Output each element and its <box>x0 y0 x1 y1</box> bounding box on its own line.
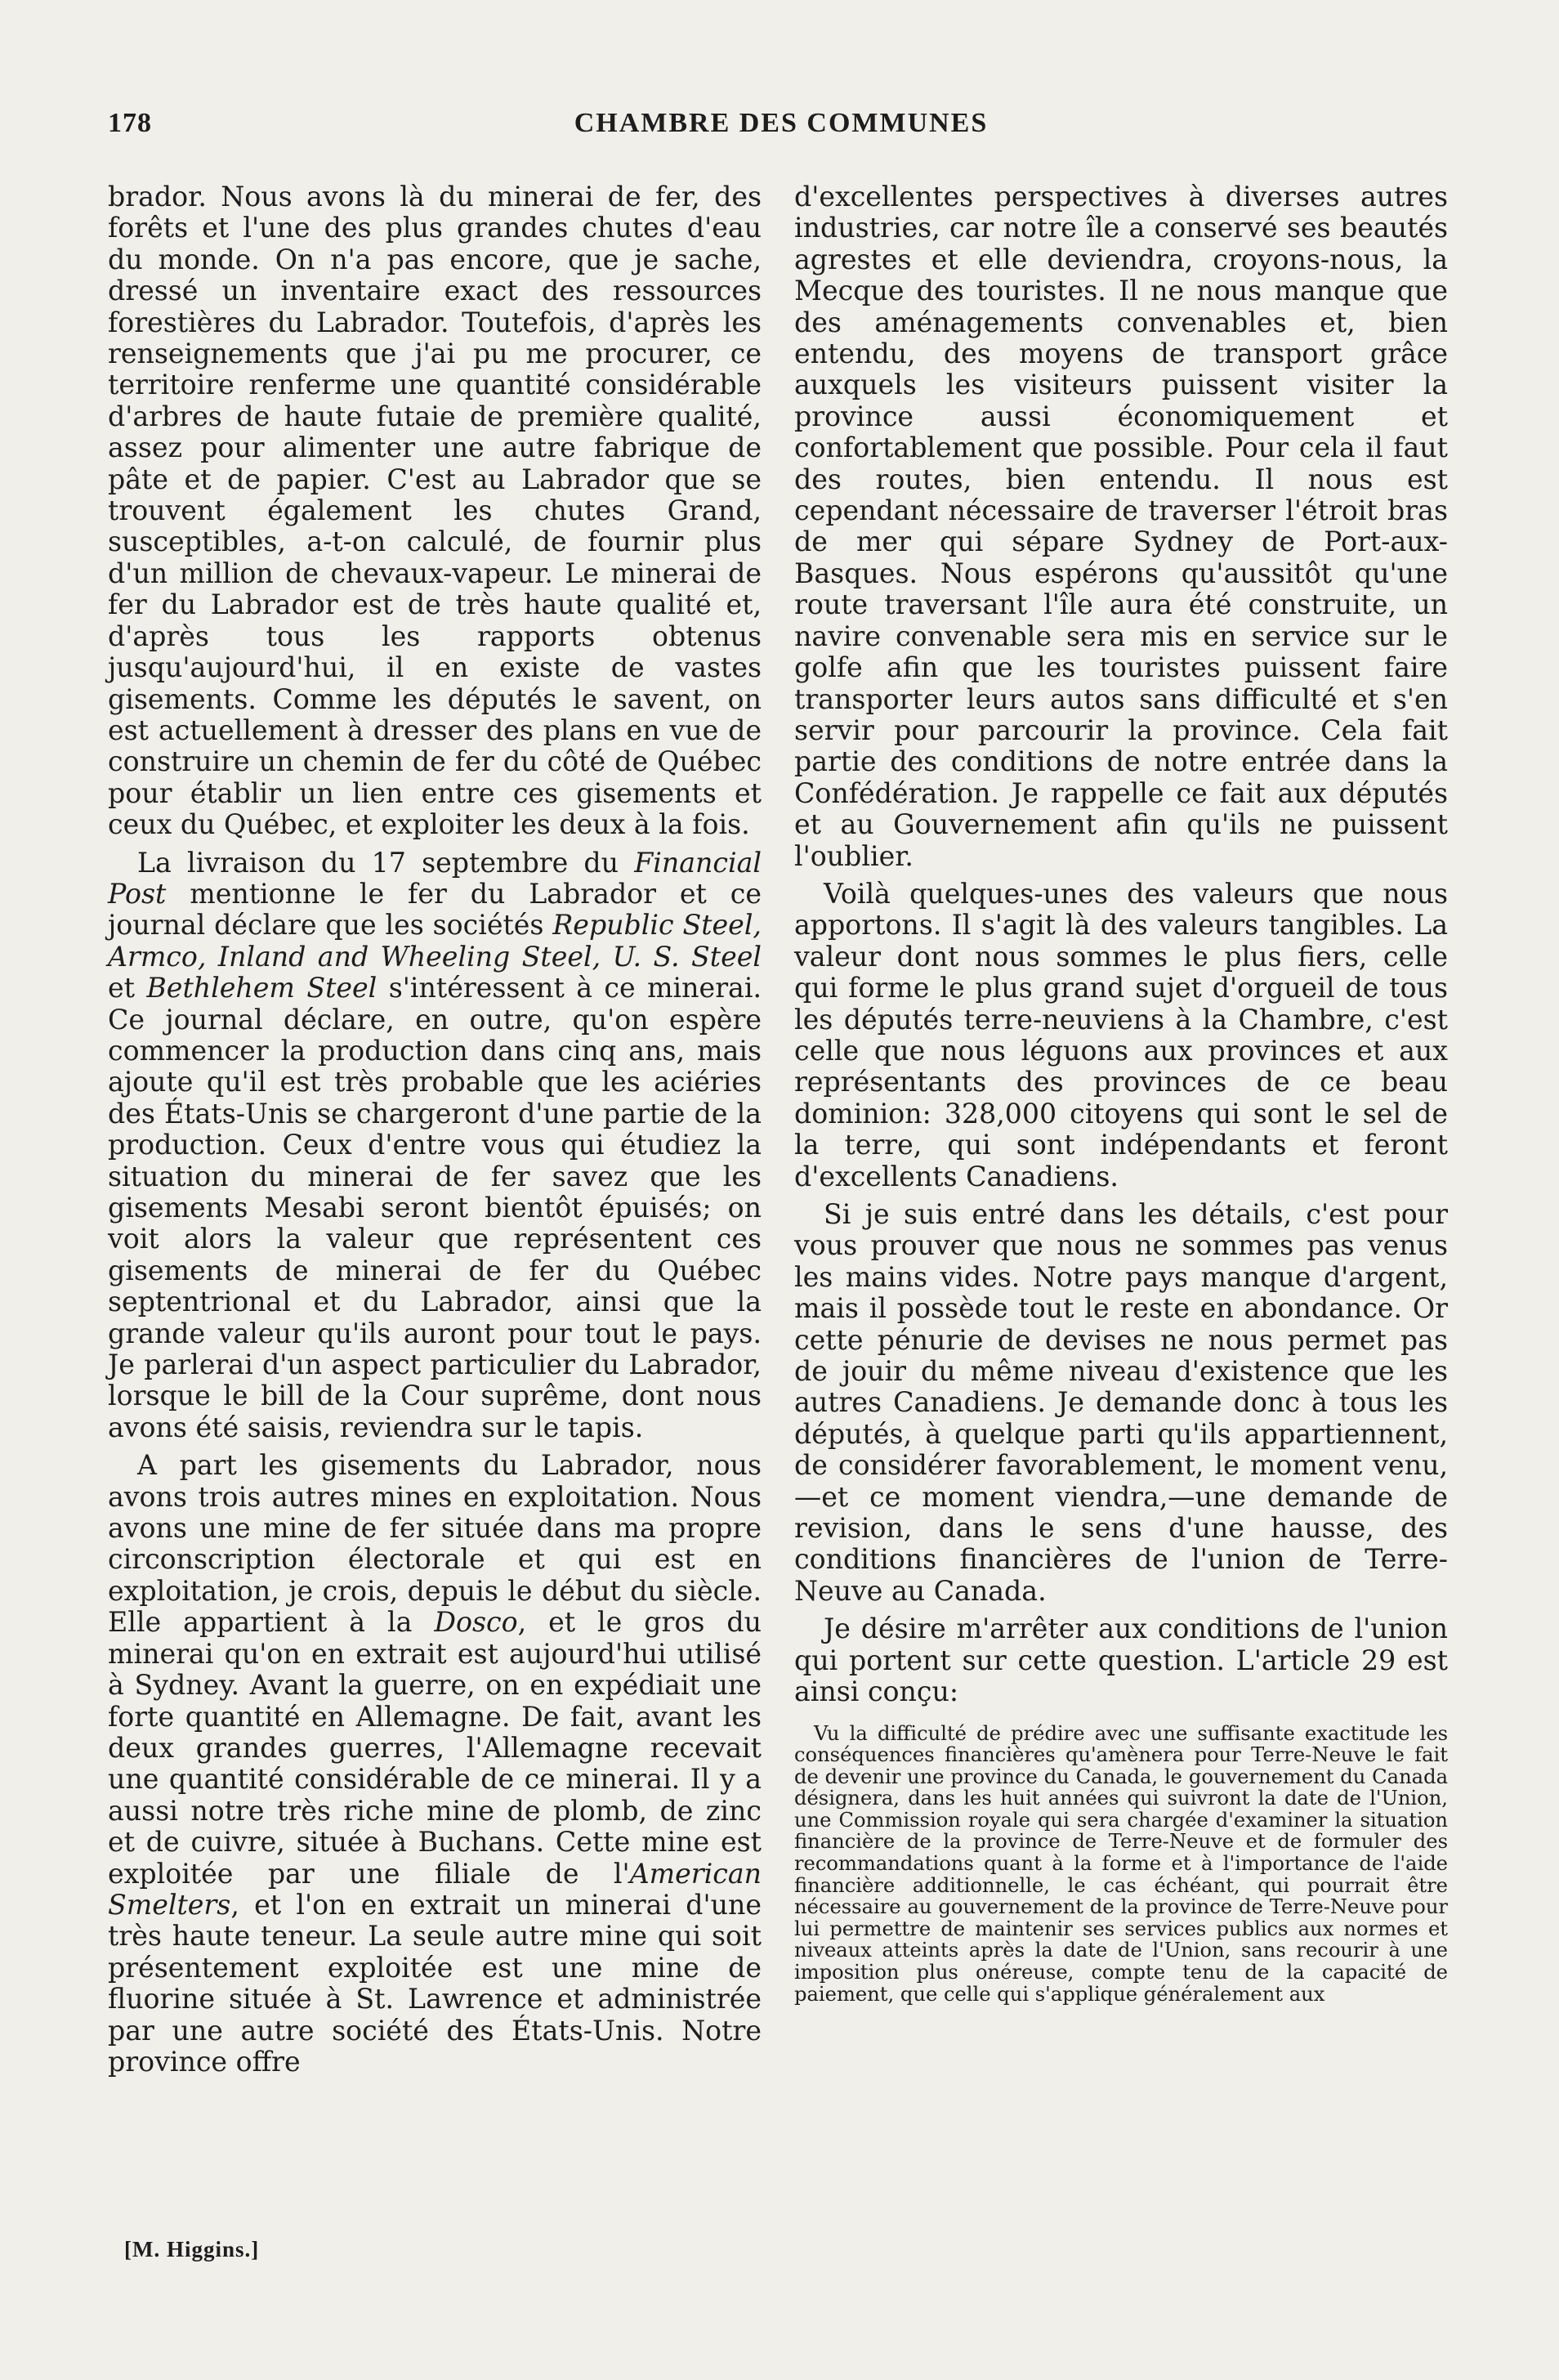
text-segment: La livraison du 17 septembre du <box>137 846 635 879</box>
left-paragraph-1: brador. Nous avons là du minerai de fer, des forêts et l'une des plus grandes chutes d'eau du monde. On n'a pas encore, que je sache, dressé un inventaire exact des ressources forestières du Labrador. Toutefois, d'après les renseignements que j'ai pu me procurer, ce territoire renferme une quantité considérable d'arbres de haute futaie de première qualité, assez pour alimenter une autre fabrique de pâte et de papier. C'est au Labrador que se trouvent également les chutes Grand, susceptibles, a-t-on calculé, de fournir plus d'un million de chevaux-vapeur. Le minerai de fer du Labrador est de très haute qualité et, d'après tous les rapports obtenus jusqu'aujourd'hui, il en existe de vastes gisements. Comme les députés le savent, on est actuellement à dresser des plans en vue de construire un chemin de fer du côté de Québec pour établir un lien entre ces gisements et ceux du Québec, et exploiter les deux à la fois. <box>108 181 762 841</box>
page-number: 178 <box>108 108 152 138</box>
right-column <box>794 181 1448 2005</box>
right-paragraph-3: Si je suis entré dans les détails, c'est pour vous prouver que nous ne sommes pas venus les mains vides. Notre pays manque d'argent, mais il possède tout le reste en abondance. Or cette pénurie de devises ne nous permet pas de jouir du même niveau d'existence que les autres Canadiens. Je demande donc à tous les députés, à quelque parti qu'ils appartiennent, de considérer favorablement, le moment venu,—et ce moment viendra,—une demande de revision, dans le sens d'une hausse, des conditions financières de l'union de Terre-Neuve au Canada. <box>794 1198 1448 1607</box>
left-paragraph-3 <box>108 1450 762 2078</box>
text-segment: A part les gisements du Labrador, nous avons trois autres mines en exploitation. Nous avons une mine de fer située dans ma propre circonscription électorale et qui est en exploitation, je crois, depuis le début du siècle. Elle appartient à la <box>108 1449 762 1639</box>
left-column <box>108 181 762 2078</box>
right-paragraph-4: Je désire m'arrêter aux conditions de l'union qui portent sur cette question. L'article 29 est ainsi conçu: <box>794 1613 1448 1708</box>
text-segment: mentionne le fer du Labrador et ce journal déclare que les sociétés <box>108 877 762 942</box>
article-29-quote: Vu la difficulté de prédire avec une suffisante exactitude les conséquences financières qu'amènera pour Terre-Neuve le fait de devenir une province du Canada, le gouvernement du Canada désignera, dans les huit années qui suivront la date de l'Union, une Commission royale qui sera chargée d'examiner la situation financière de la province de Terre-Neuve et de formuler des recommandations quant à la forme et à l'importance de l'aide financière additionnelle, le cas échéant, qui pourrait être nécessaire au gouvernement de la province de Terre-Neuve pour lui permettre de maintenir ses services publics aux normes et niveaux atteints après la date de l'Union, sans recourir à une imposition plus onéreuse, compte tenu de la capacité de paiement, que celle qui s'applique généralement aux <box>794 1721 1448 2006</box>
company-names: Republic Steel, Armco, Inland and Wheeling Steel, U. S. Steel <box>108 909 762 973</box>
text-segment: , et l'on en extrait un minerai d'une très haute teneur. La seule autre mine qui soit présentement exploitée est une mine de fluorine située à St. Lawrence et administrée par une autre société des États-Unis. Notre province offre <box>108 1888 762 2078</box>
running-head: CHAMBRE DES COMMUNES <box>574 108 989 138</box>
company-name: American Smelters <box>108 1857 762 1921</box>
right-paragraph-1: d'excellentes perspectives à diverses autres industries, car notre île a conservé ses beautés agrestes et elle deviendra, croyons-nous, la Mecque des touristes. Il ne nous manque que des aménagements convenables et, bien entendu, des moyens de transport grâce auxquels les visiteurs puissent visiter la province aussi économiquement et confortablement que possible. Pour cela il faut des routes, bien entendu. Il nous est cependant nécessaire de traverser l'étroit bras de mer qui sépare Sydney de Port-aux-Basques. Nous espérons qu'aussitôt qu'une route traversant l'île aura été construite, un navire convenable sera mis en service sur le golfe afin que les touristes puissent faire transporter leurs autos sans difficulté et s'en servir pour parcourir la province. Cela fait partie des conditions de notre entrée dans la Confédération. Je rappelle ce fait aux députés et au Gouvernement afin qu'ils ne puissent l'oublier. <box>794 181 1448 872</box>
company-name: Dosco <box>434 1606 518 1639</box>
speaker-attribution: [M. Higgins.] <box>124 2237 260 2261</box>
page-header <box>108 108 1454 157</box>
text-segment: et <box>108 972 147 1004</box>
company-name: Bethlehem Steel <box>146 972 377 1004</box>
text-segment: s'intéressent à ce minerai. Ce journal déclare, en outre, qu'on espère commencer la production dans cinq ans, mais ajoute qu'il est très probable que les aciéries des États-Unis se chargeront d'une partie de la production. Ceux d'entre vous qui étudiez la situation du minerai de fer savez que les gisements Mesabi seront bientôt épuisés; on voit alors la valeur que représentent ces gisements de minerai de fer du Québec septentrional et du Labrador, ainsi que la grande valeur qu'ils auront pour tout le pays. Je parlerai d'un aspect particulier du Labrador, lorsque le bill de la Cour suprême, dont nous avons été saisis, reviendra sur le tapis. <box>108 972 762 1443</box>
text-segment: , et le gros du minerai qu'on en extrait est aujourd'hui utilisé à Sydney. Avant la guerre, on en expédiait une forte quantité en Allemagne. De fait, avant les deux grandes guerres, l'Allemagne recevait une quantité considérable de ce minerai. Il y a aussi notre très riche mine de plomb, de zinc et de cuivre, située à Buchans. Cette mine est exploitée par une filiale de l' <box>108 1606 762 1890</box>
left-paragraph-2 <box>108 848 762 1444</box>
publication-title: Financial Post <box>108 846 762 910</box>
right-paragraph-2: Voilà quelques-unes des valeurs que nous apportons. Il s'agit là des valeurs tangibles. La valeur dont nous sommes le plus fiers, celle qui forme le plus grand sujet d'orgueil de tous les députés terre-neuviens à la Chambre, c'est celle que nous léguons aux provinces et aux représentants des provinces de ce beau dominion: 328,000 citoyens qui sont le sel de la terre, qui sont indépendants et feront d'excellents Canadiens. <box>794 877 1448 1192</box>
